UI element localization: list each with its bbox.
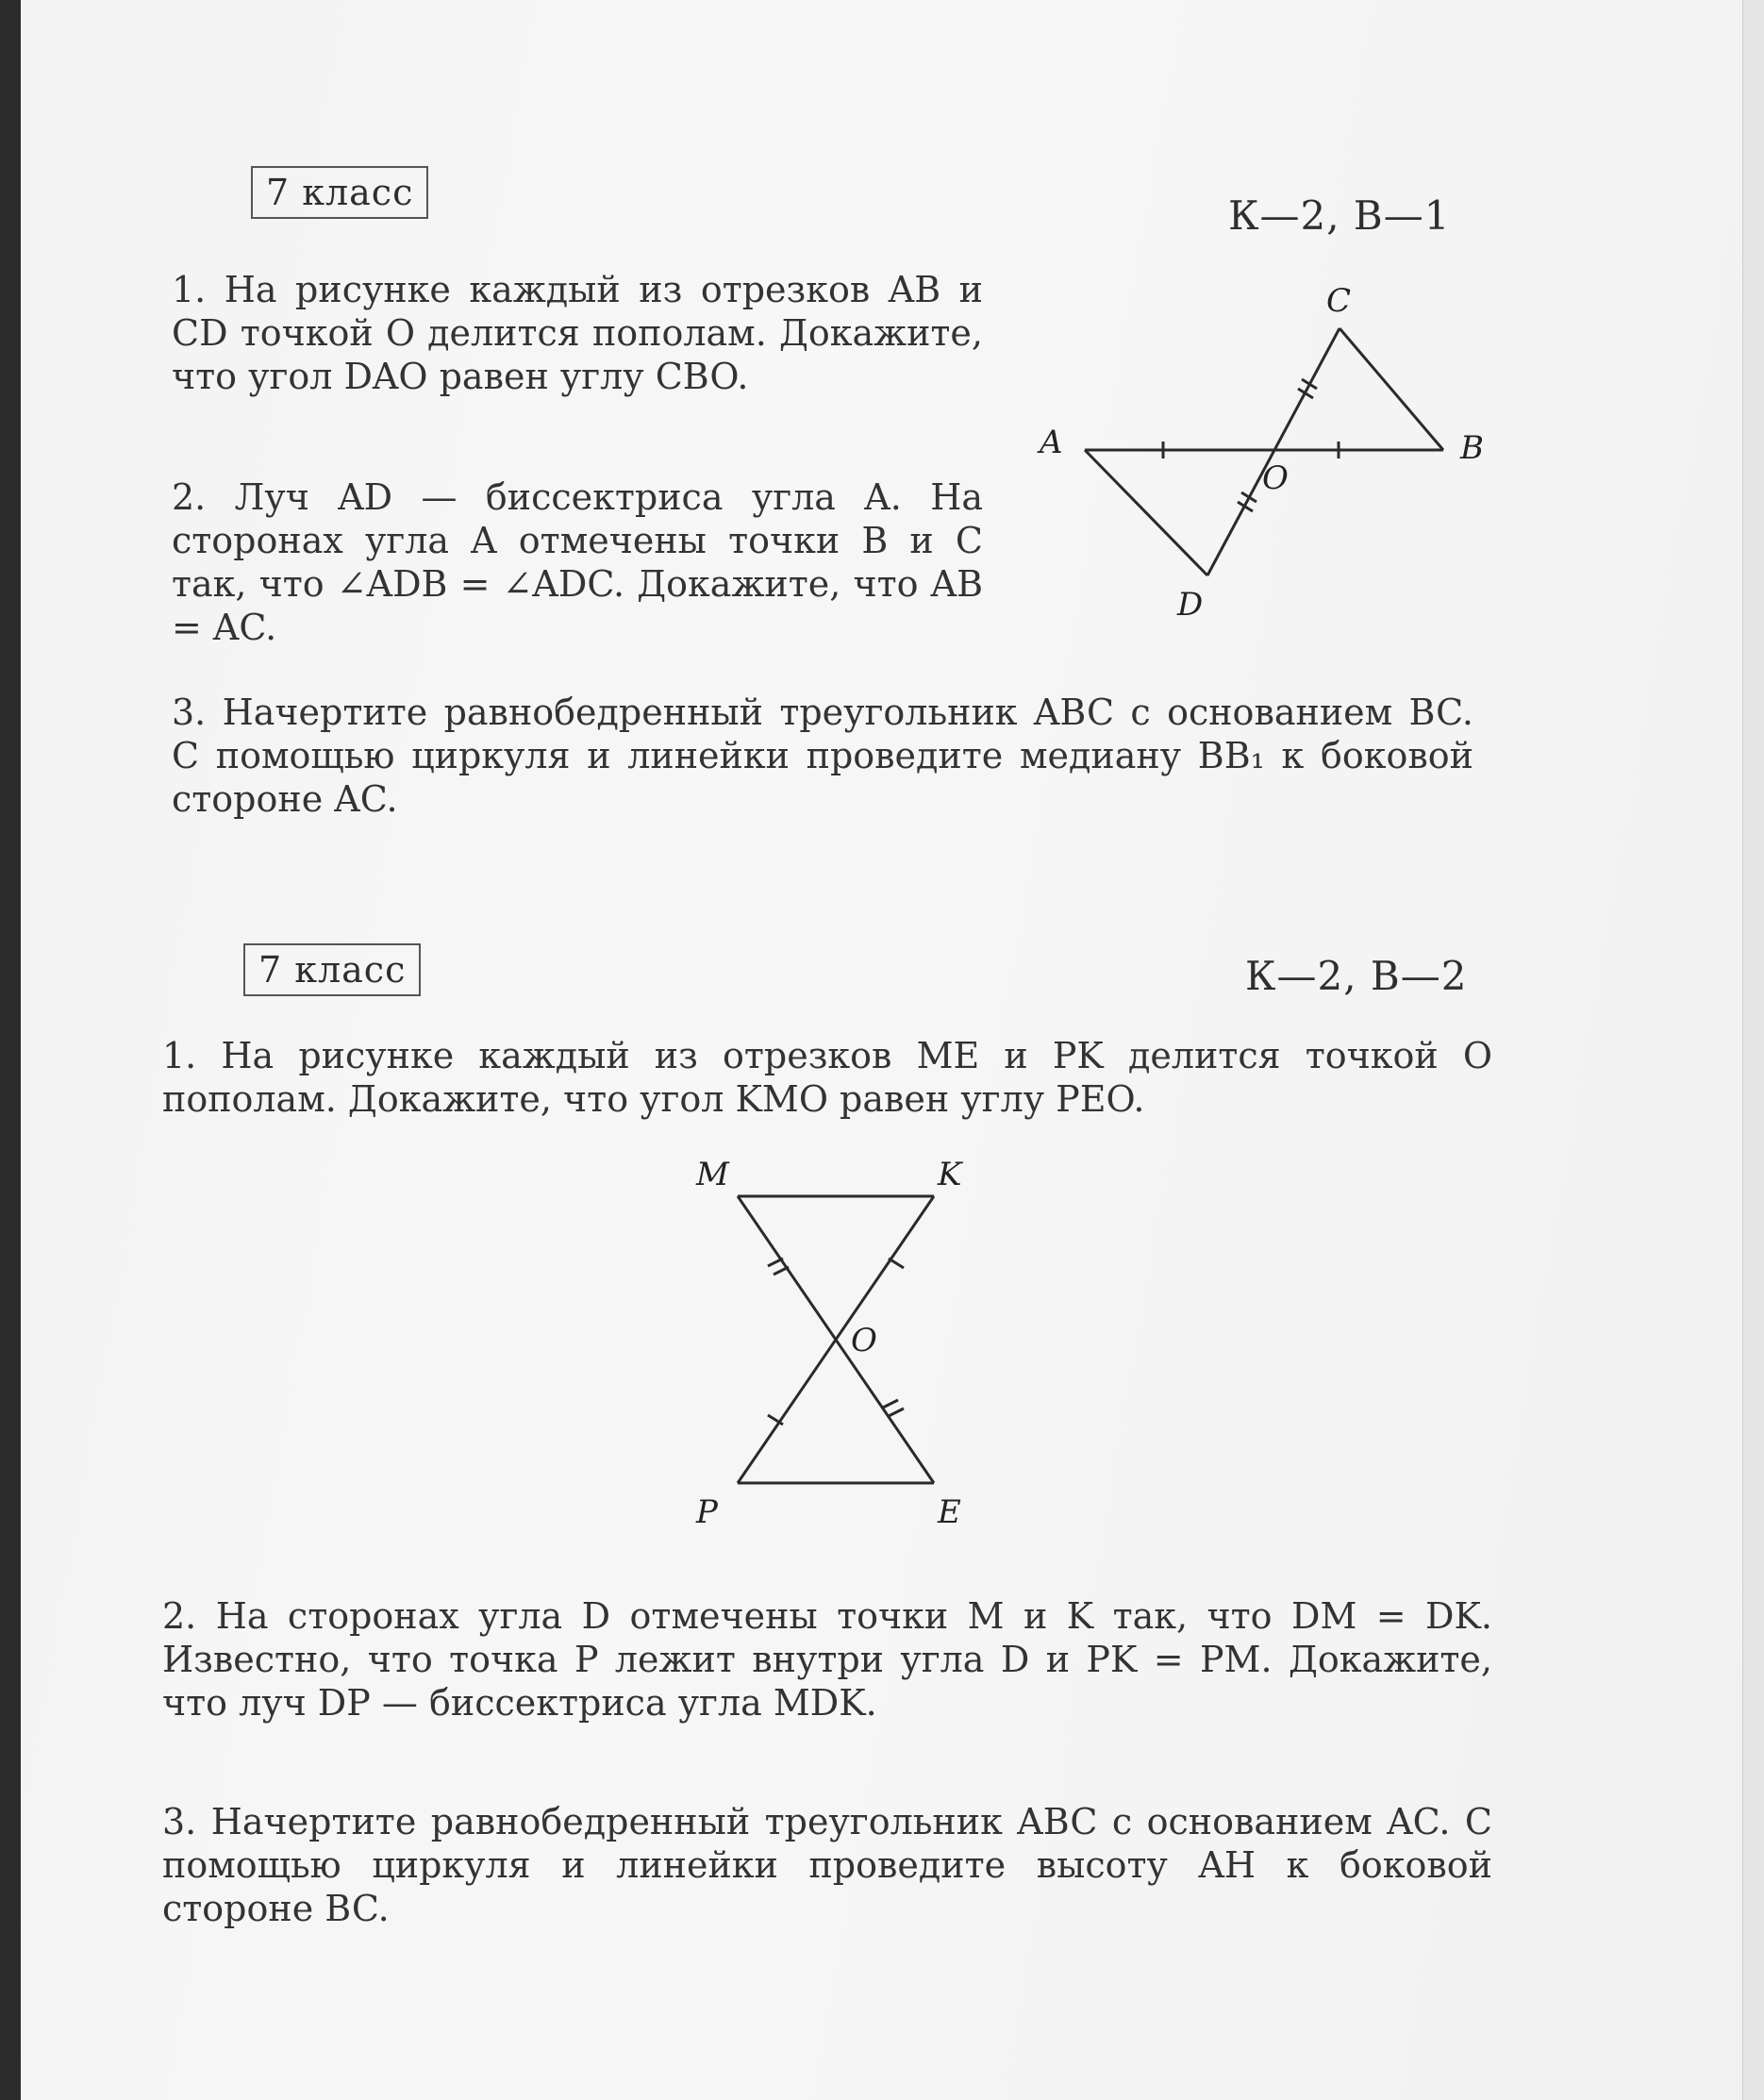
variant-code-v2: К—2, В—2 [1245,953,1468,999]
figure-ab-cd-v1 [1002,274,1492,642]
figure-me-pk-v2 [662,1142,1002,1538]
label-m: M [696,1156,729,1193]
label-c: C [1326,282,1352,320]
label-k: K [938,1156,962,1193]
label-p: P [696,1493,718,1531]
task-2-v1: 2. Луч AD — биссектриса угла A. На сторонах угла A отмечены точки B и C так, что ∠ADB = ∠ADC. Докажите, что AB = AC. [172,476,983,648]
tick-oe-1 [883,1400,898,1408]
tick-mo-2 [774,1267,789,1275]
task-3-v2: 3. Начертите равнобедренный треугольник ABC с основанием AC. С помощью циркуля и линейки проведите высоту AH к боковой стороне BC. [162,1801,1492,1929]
label-e: E [938,1493,961,1531]
grade-label-v1: 7 класс [251,166,428,219]
task-3-v1: 3. Начертите равнобедренный треугольник ABC с основанием BC. С помощью циркуля и линейки проведите медиану BB₁ к боковой стороне AC. [172,692,1473,820]
label-b: B [1460,429,1484,467]
segment-cb [1340,328,1443,450]
task-2-v2: 2. На сторонах угла D отмечены точки M и K так, что DM = DK. Известно, что точка P лежит внутри угла D и PK = PM. Докажите, что луч DP — биссектриса угла MDK. [162,1595,1492,1724]
label-o-v2: O [851,1322,877,1359]
page-edge [1742,0,1764,2100]
label-a: A [1040,424,1063,461]
tick-mo-1 [768,1258,783,1266]
segment-ad [1085,450,1207,575]
tick-ko [889,1258,904,1268]
task-1-v1: 1. На рисунке каждый из отрезков AB и CD точкой O делится пополам. Докажите, что угол DAO равен углу CBO. [172,269,983,397]
segment-cd [1207,328,1340,575]
tick-oe-2 [889,1408,904,1416]
label-o: O [1262,459,1289,497]
grade-label-v2: 7 класс [243,943,421,996]
label-d: D [1177,586,1204,624]
variant-code-v1: К—2, В—1 [1228,192,1451,239]
task-1-v2: 1. На рисунке каждый из отрезков ME и PK делится точкой O пополам. Докажите, что угол KMO равен углу PEO. [162,1035,1492,1120]
worksheet-page [21,0,1747,2100]
